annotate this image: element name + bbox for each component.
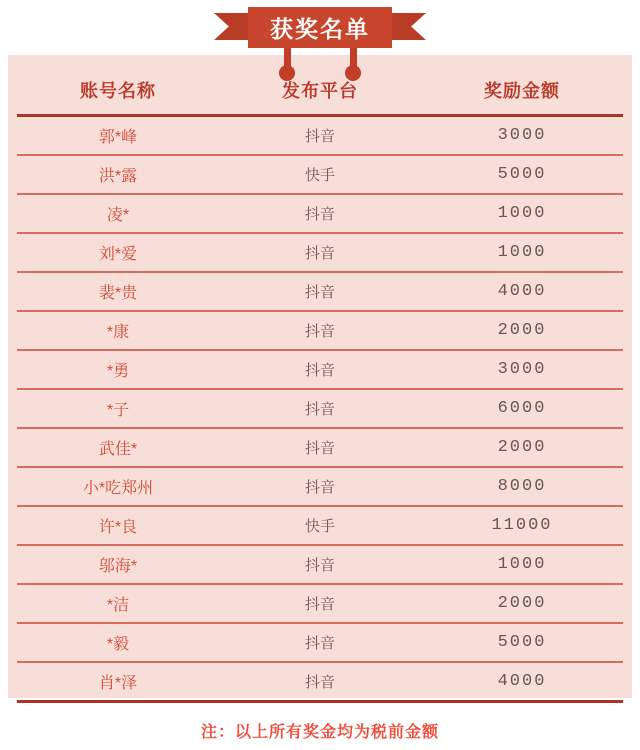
account-name-cell: 洪*露 [98, 168, 138, 185]
platform-cell: 抖音 [304, 128, 335, 145]
platform-cell: 抖音 [304, 557, 335, 574]
table-row [17, 468, 623, 507]
platform-cell: 快手 [304, 167, 335, 184]
banner-title: 获奖名单 [248, 7, 392, 48]
table-row [17, 663, 623, 703]
table-row [17, 351, 623, 390]
amount-cell: 11000 [491, 516, 553, 535]
table-row [17, 429, 623, 468]
account-name-cell: 许*良 [98, 519, 138, 536]
amount-cell: 1000 [497, 204, 547, 223]
account-name-cell: *子 [106, 402, 130, 419]
platform-cell: 抖音 [304, 323, 335, 340]
amount-cell: 2000 [497, 321, 547, 340]
amount-cell: 5000 [497, 633, 547, 652]
platform-cell: 抖音 [304, 674, 335, 691]
account-name-cell: 邬海* [98, 558, 138, 575]
amount-cell: 1000 [497, 555, 547, 574]
platform-cell: 抖音 [304, 206, 335, 223]
amount-cell: 6000 [497, 399, 547, 418]
platform-cell: 抖音 [304, 635, 335, 652]
table-row [17, 195, 623, 234]
table-row [17, 507, 623, 546]
account-name-cell: *勇 [106, 363, 130, 380]
amount-cell: 2000 [497, 438, 547, 457]
platform-cell: 抖音 [304, 284, 335, 301]
table-row [17, 585, 623, 624]
column-header-amount: 奖励金额 [484, 81, 560, 101]
account-name-cell: 小*吃郑州 [82, 480, 154, 497]
amount-cell: 2000 [497, 594, 547, 613]
account-name-cell: 郭*峰 [98, 129, 138, 146]
platform-cell: 抖音 [304, 245, 335, 262]
account-name-cell: 武佳* [98, 441, 138, 458]
platform-cell: 抖音 [304, 401, 335, 418]
table-row [17, 546, 623, 585]
amount-cell: 8000 [497, 477, 547, 496]
account-name-cell: 裴*贵 [98, 285, 138, 302]
column-header-platform: 发布平台 [282, 81, 358, 101]
table-row [17, 234, 623, 273]
table-row [17, 312, 623, 351]
amount-cell: 4000 [497, 672, 547, 691]
amount-cell: 1000 [497, 243, 547, 262]
account-name-cell: *康 [106, 324, 130, 341]
table-row [17, 390, 623, 429]
account-name-cell: *毅 [106, 636, 130, 653]
account-name-cell: 凌* [106, 207, 130, 224]
table-header-row [17, 55, 623, 117]
table-row [17, 117, 623, 156]
table-row [17, 273, 623, 312]
column-header-account: 账号名称 [80, 81, 156, 101]
platform-cell: 抖音 [304, 479, 335, 496]
amount-cell: 3000 [497, 360, 547, 379]
account-name-cell: *洁 [106, 597, 130, 614]
award-table [17, 55, 623, 703]
table-row [17, 624, 623, 663]
account-name-cell: 刘*爱 [98, 246, 138, 263]
platform-cell: 抖音 [304, 362, 335, 379]
table-row [17, 156, 623, 195]
platform-cell: 快手 [304, 518, 335, 535]
pretax-note: 注：以上所有奖金均为税前金额 [200, 724, 439, 741]
amount-cell: 5000 [497, 165, 547, 184]
account-name-cell: 肖*泽 [98, 675, 138, 692]
platform-cell: 抖音 [304, 440, 335, 457]
platform-cell: 抖音 [304, 596, 335, 613]
amount-cell: 3000 [497, 126, 547, 145]
amount-cell: 4000 [497, 282, 547, 301]
